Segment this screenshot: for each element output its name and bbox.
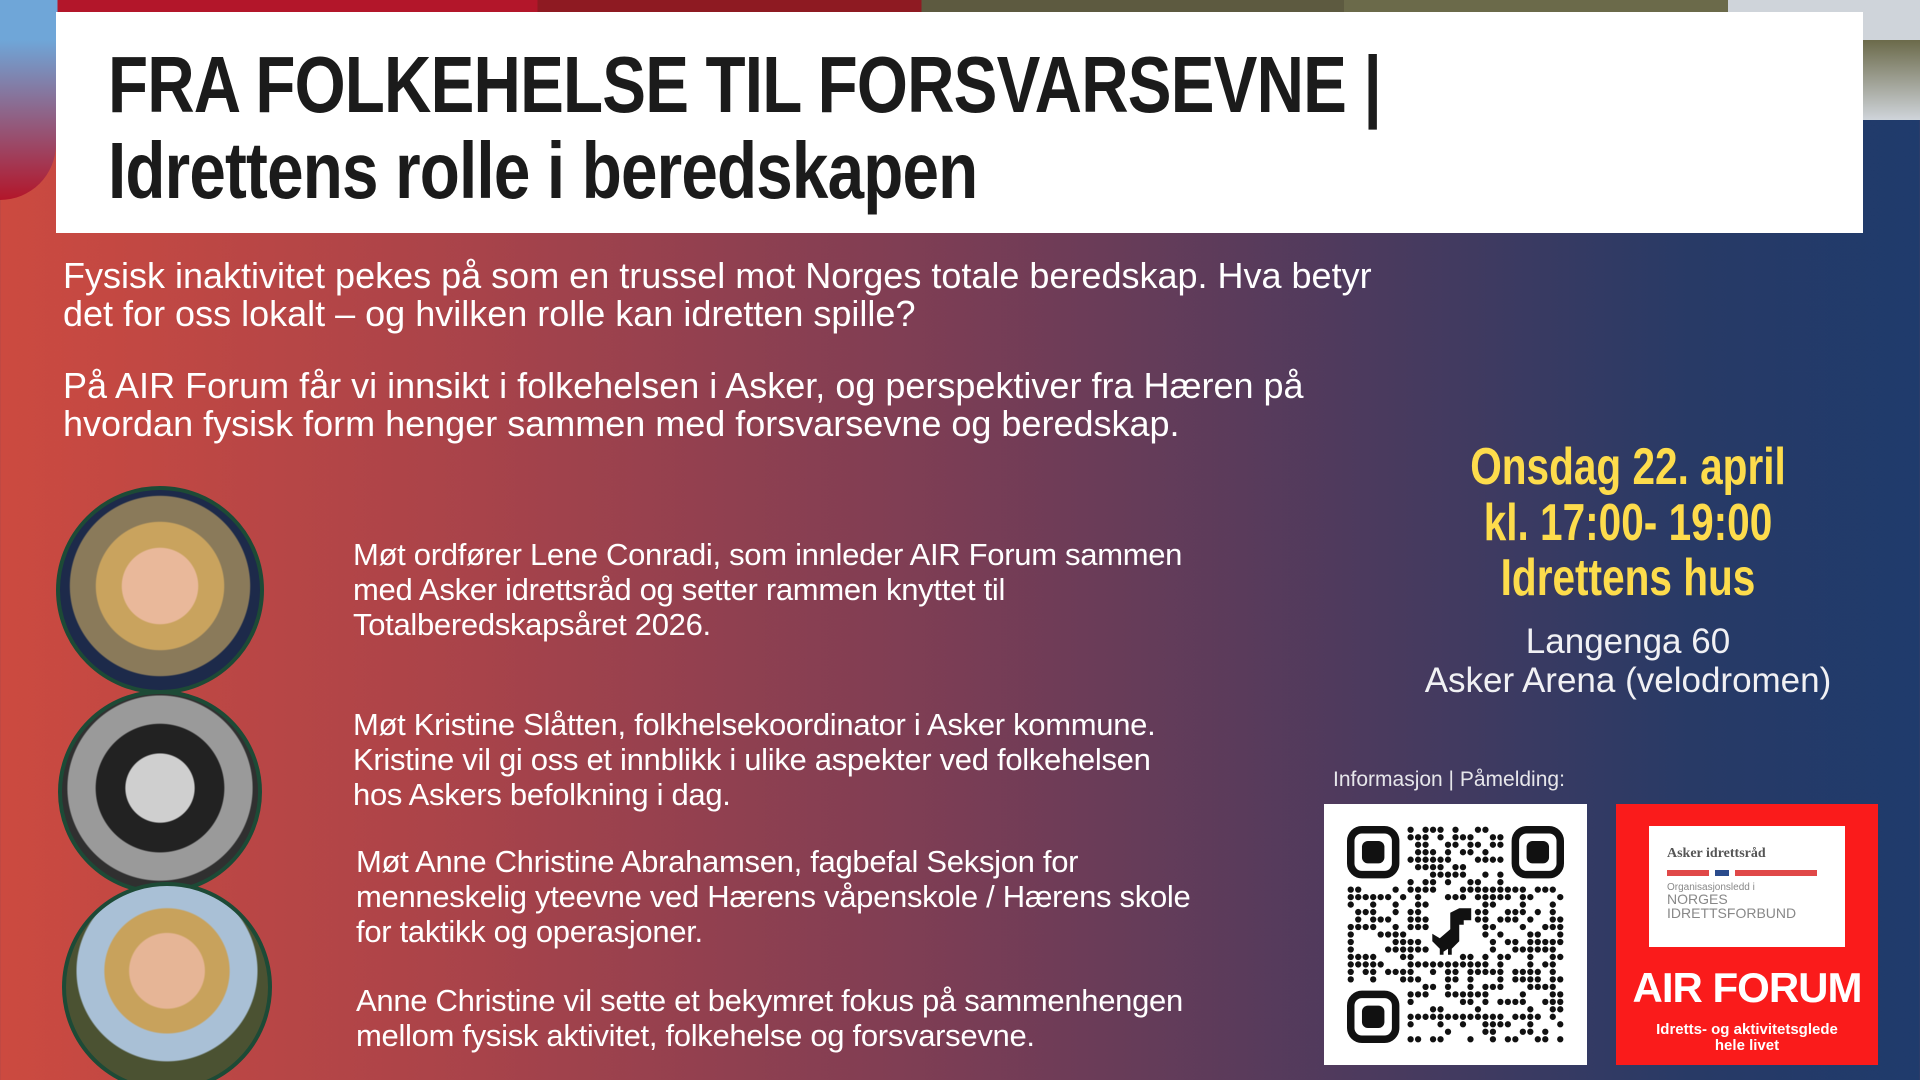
speaker-2-line: Møt Kristine Slåtten, folkhelsekoordinator i Asker kommune. [353, 707, 1156, 742]
logo-flag-stripe [1667, 870, 1827, 876]
speaker-2-line: hos Askers befolkning i dag. [353, 777, 731, 812]
air-forum-logo [1616, 804, 1878, 1065]
logo-air-forum: AIR FORUM [1632, 964, 1862, 1011]
speaker-3-line: for taktikk og operasjoner. [356, 914, 703, 949]
event-venue: Idrettens hus [1500, 549, 1756, 607]
page-title-line-2: Idrettens rolle i beredskapen [108, 126, 978, 215]
speaker-3-focus-line: Anne Christine vil sette et bekymret fokus på sammenhengen [356, 983, 1183, 1018]
speaker-photo-kristine-slatten [58, 690, 262, 894]
event-address: Langenga 60 [1525, 622, 1731, 661]
intro-p2-line2: hvordan fysisk form henger sammen med forsvarsevne og beredskap. [63, 403, 1180, 444]
qr-code-pattern [1346, 826, 1565, 1043]
event-time: kl. 17:00- 19:00 [1483, 494, 1773, 552]
logo-idrettsforbund: IDRETTSFORBUND [1667, 905, 1797, 921]
speaker-photo-anne-christine-abrahamsen [62, 882, 272, 1080]
speaker-3-focus-line: mellom fysisk aktivitet, folkehelse og forsvarsevne. [356, 1018, 1035, 1053]
speaker-3-line: Møt Anne Christine Abrahamsen, fagbefal Seksjon for [356, 844, 1079, 879]
logo-norges: NORGES [1667, 891, 1728, 907]
page-title-line-1: FRA FOLKEHELSE TIL FORSVARSEVNE | [108, 40, 1382, 129]
intro-p2-line1: På AIR Forum får vi innsikt i folkehelsen i Asker, og perspektiver fra Hæren på [63, 365, 1304, 406]
event-location: Asker Arena (velodromen) [1424, 661, 1832, 700]
logo-tagline-1: Idretts- og aktivitetsglede [1656, 1021, 1838, 1038]
intro-p1-line1: Fysisk inaktivitet pekes på som en trussel mot Norges totale beredskap. Hva betyr [63, 255, 1372, 296]
event-date: Onsdag 22. april [1470, 438, 1786, 496]
speaker-1-line: Møt ordfører Lene Conradi, som innleder AIR Forum sammen [353, 537, 1183, 572]
background-photo-right [1863, 40, 1920, 120]
speaker-1-line: med Asker idrettsråd og setter rammen knyttet til [353, 572, 1006, 607]
title-banner [56, 12, 1863, 233]
speaker-2-line: Kristine vil gi oss et innblikk i ulike aspekter ved folkehelsen [353, 742, 1151, 777]
signup-label: Informasjon | Påmelding: [1333, 768, 1565, 791]
speaker-1-line: Totalberedskapsåret 2026. [353, 607, 711, 642]
asker-idrettsrad-logo [1649, 826, 1845, 947]
logo-org-name: Asker idrettsråd [1667, 846, 1766, 861]
background-photo-left [0, 40, 56, 200]
logo-tagline-2: hele livet [1714, 1037, 1780, 1054]
logo-sub-text: Organisasjonsledd i [1667, 882, 1755, 893]
signup-qr-code[interactable] [1324, 804, 1587, 1065]
intro-p1-line2: det for oss lokalt – og hvilken rolle kan idretten spille? [63, 293, 916, 334]
speaker-photo-lene-conradi [56, 486, 264, 694]
speaker-3-line: menneskelig yteevne ved Hærens våpenskole / Hærens skole [356, 879, 1191, 914]
